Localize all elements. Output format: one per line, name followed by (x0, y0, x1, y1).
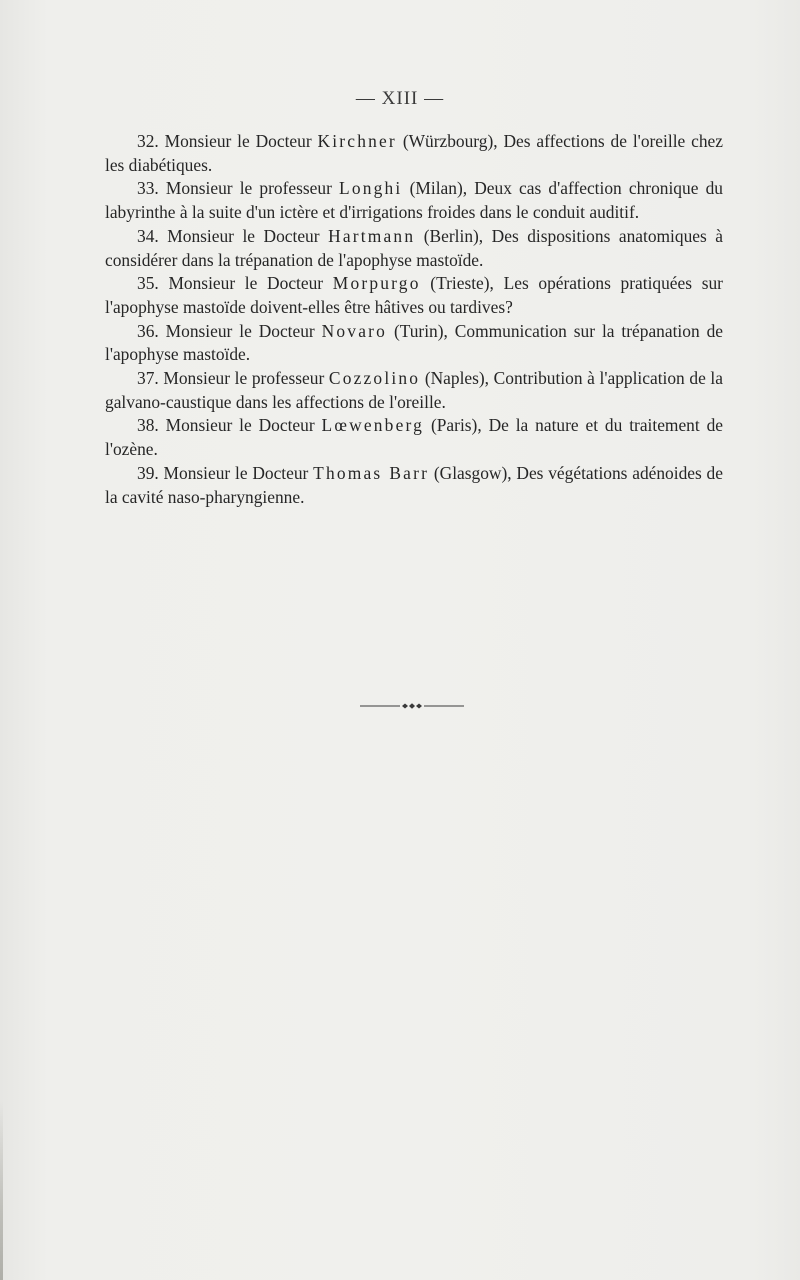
communications-list (105, 130, 723, 509)
entry-number: 35. (137, 273, 159, 294)
entry-number: 32. (137, 131, 159, 151)
list-item (105, 272, 723, 319)
entry-number: 33. (137, 178, 159, 199)
entry-title-prefix: Monsieur le Docteur (168, 273, 324, 294)
diamond-rule-ornament-icon (360, 702, 464, 710)
author-name: Hartmann (328, 225, 416, 246)
author-name: Novaro (321, 320, 388, 341)
author-name: Thomas Barr (313, 462, 430, 483)
entry-text: (Milan), Deux cas d'affection chronique du labyrinthe à la suite d'un ictère et d'irrigations froides dans le conduit auditif. (105, 178, 723, 223)
author-name: Lœwenberg (321, 415, 425, 436)
author-name: Kirchner (317, 131, 397, 151)
entry-number: 36. (137, 320, 159, 341)
author-name: Morpurgo (332, 273, 421, 294)
entry-number: 38. (137, 415, 159, 436)
entry-title-prefix: Monsieur le Docteur (163, 462, 309, 483)
list-item (105, 225, 723, 272)
list-item (105, 177, 723, 224)
entry-number: 37. (137, 368, 159, 389)
entry-number: 39. (137, 462, 159, 483)
entry-text: (Glasgow), Des végétations adénoides de la cavité naso-pharyngienne. (105, 462, 723, 507)
entry-text: (Turin), Communication sur la trépanation de l'apophyse mastoïde. (105, 320, 723, 365)
list-item (105, 130, 723, 177)
entry-text: (Würzbourg), Des affections de l'oreille chez les diabétiques. (105, 131, 723, 175)
entry-title-prefix: Monsieur le Docteur (167, 225, 320, 246)
entry-number: 34. (137, 225, 159, 246)
list-item (105, 367, 723, 414)
list-item (105, 462, 723, 509)
list-item (105, 320, 723, 367)
entry-text: (Berlin), Des dispositions anatomiques à considérer dans la trépanation de l'apophyse mastoïde. (105, 225, 723, 270)
page-edge-shadow (0, 1100, 3, 1280)
entry-title-prefix: Monsieur le Docteur (165, 320, 315, 341)
entry-title-prefix: Monsieur le Docteur (165, 415, 315, 436)
author-name: Longhi (339, 178, 403, 199)
entry-text: (Trieste), Les opérations pratiquées sur l'apophyse mastoïde doivent-elles être hâtives ou tardives? (105, 273, 723, 317)
entry-text: (Naples), Contribution à l'application de la galvano-caustique dans les affections de l'oreille. (105, 368, 723, 412)
entry-text: (Paris), De la nature et du traitement de l'ozène. (105, 415, 723, 460)
list-item (105, 414, 723, 461)
entry-title-prefix: Monsieur le professeur (163, 368, 325, 389)
page-number-header: — XIII — (355, 88, 445, 109)
entry-title-prefix: Monsieur le professeur (165, 178, 332, 199)
entry-title-prefix: Monsieur le Docteur (164, 131, 312, 151)
author-name: Cozzolino (328, 368, 421, 389)
